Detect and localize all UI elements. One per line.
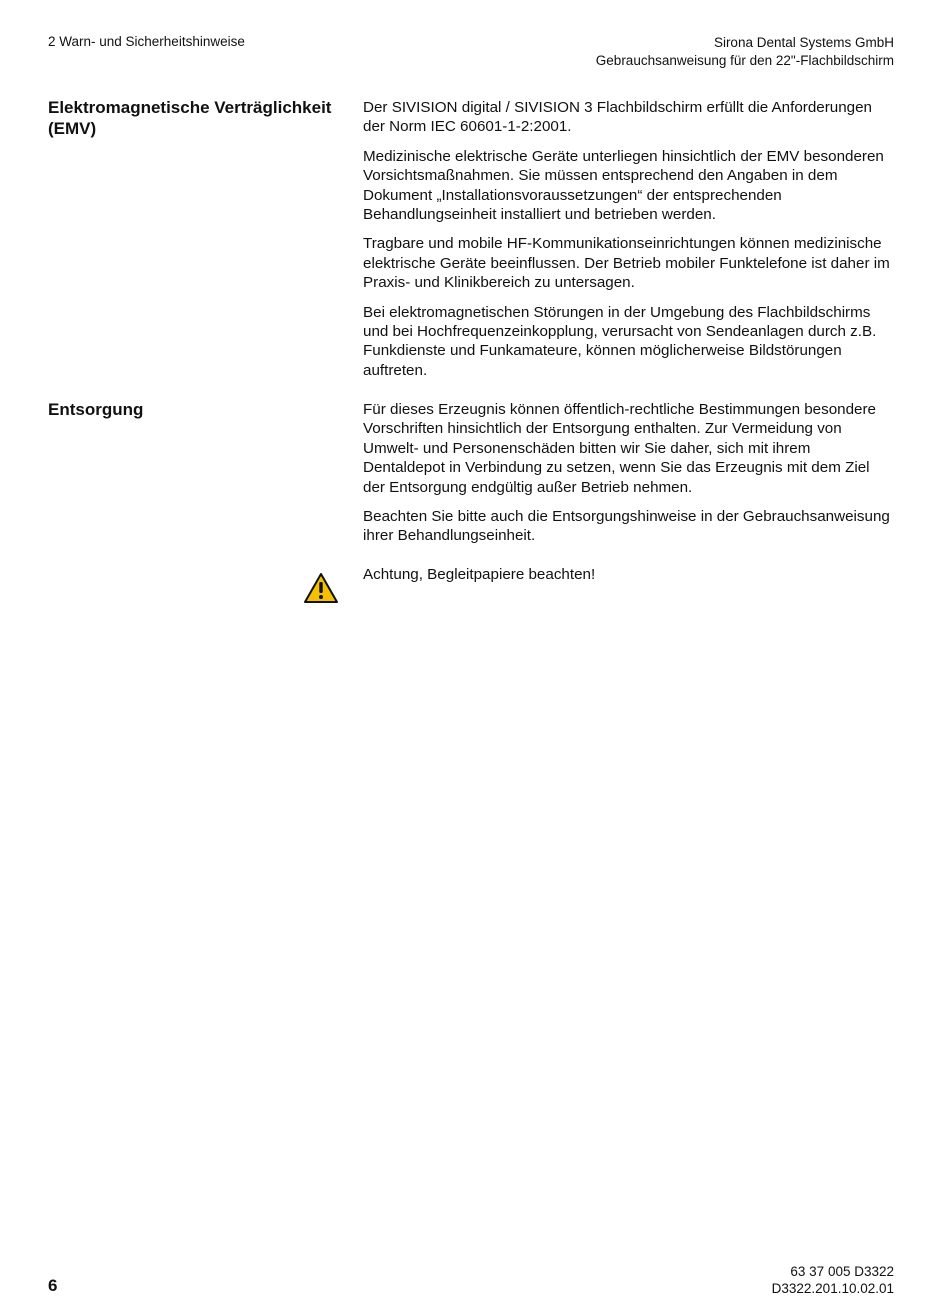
section-body-entsorgung: [363, 400, 895, 556]
emv-paragraph-2: Medizinische elektrische Geräte unterliegen hinsichtlich der EMV besonderen Vorsichtsmaßnahmen. Sie müssen entsprechend den Angaben in dem Dokument „Installationsvoraussetzungen“ der entsprechenden Behandlungseinheit installiert und betrieben werden.: [363, 147, 884, 224]
entsorgung-paragraph-1: Für dieses Erzeugnis können öffentlich-rechtliche Bestimmungen besondere Vorschriften hinsichtlich der Entsorgung enthalten. Zur Vermeidung von Umwelt- und Personenschäden bitten wir Sie daher, sich mit ihrem Dentaldepot in Verbindung zu setzen, wenn Sie das Erzeugnis mit dem Ziel der Entsorgung endgültig außer Betrieb nehmen.: [363, 401, 877, 496]
order-number: 63 37 005 D3322: [790, 1264, 894, 1279]
running-header-chapter: 2 Warn- und Sicherheitshinweise: [48, 34, 245, 49]
emv-paragraph-3: Tragbare und mobile HF-Kommunikationseinrichtungen können medizinische elektrische Geräte beeinflussen. Der Betrieb mobiler Funktelefone ist daher im Praxis- und Klinikbereich zu untersagen.: [363, 235, 890, 292]
page-number: 6: [48, 1276, 58, 1295]
manual-title: Gebrauchsanweisung für den 22"-Flachbildschirm: [595, 53, 894, 68]
emv-paragraph-1: Der SIVISION digital / SIVISION 3 Flachbildschirm erfüllt die Anforderungen der Norm IEC 60601-1-2:2001.: [363, 99, 873, 136]
section-title-entsorgung: Entsorgung: [48, 400, 144, 419]
document-codes: [772, 1263, 894, 1297]
section-body-emv: [363, 98, 895, 390]
warning-text: Achtung, Begleitpapiere beachten!: [363, 566, 596, 583]
running-header-company: [596, 34, 894, 70]
section-title-emv: Elektromagnetische Verträglichkeit (EMV): [48, 98, 332, 138]
entsorgung-paragraph-2: Beachten Sie bitte auch die Entsorgungshinweise in der Gebrauchsanweisung ihrer Behandlungseinheit.: [363, 508, 890, 545]
document-id: D3322.201.10.02.01: [771, 1281, 894, 1296]
company-name: Sirona Dental Systems GmbH: [713, 35, 894, 50]
warning-triangle-icon: [303, 572, 339, 604]
emv-paragraph-4: Bei elektromagnetischen Störungen in der Umgebung des Flachbildschirms und bei Hochfrequenzeinkopplung, verursacht von Sendeanlagen durch z.B. Funkdienste und Funkamateure, können möglicherweise Bildstörungen auftreten.: [363, 303, 877, 379]
